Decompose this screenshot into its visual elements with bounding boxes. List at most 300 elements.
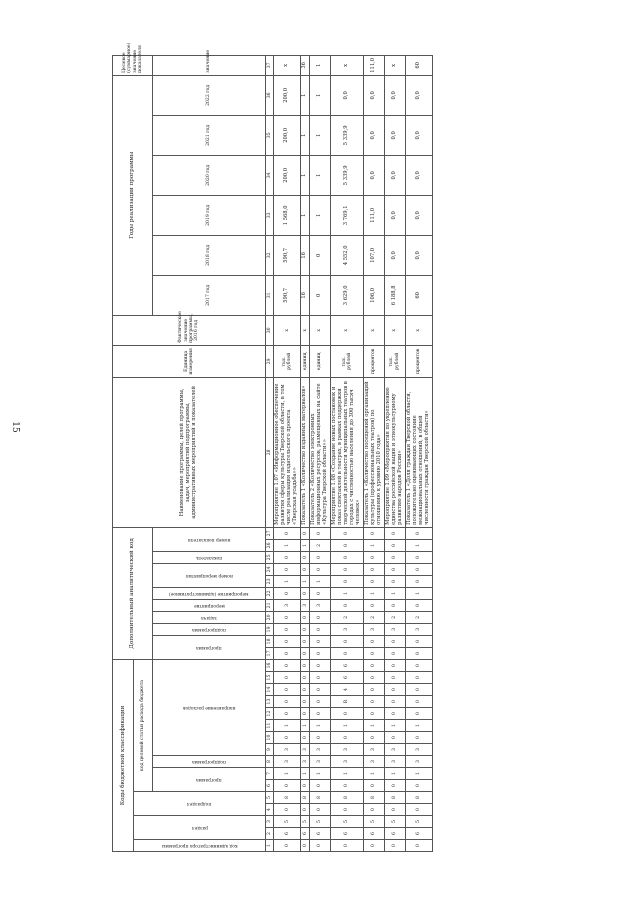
code-cell: 3 (301, 744, 310, 756)
table-row (274, 55, 301, 851)
code-cell: 0 (331, 575, 364, 587)
code-cell: 0 (331, 780, 364, 792)
code-cell: 0 (301, 647, 310, 659)
code-cell: 0 (405, 780, 432, 792)
row-unit: тыс. рублей (384, 345, 405, 377)
code-cell: 0 (274, 647, 301, 659)
column-number: 3 (266, 816, 274, 828)
row-year-value: 0,0 (384, 235, 405, 275)
column-number: 7 (266, 768, 274, 780)
header-row-1 (113, 55, 134, 851)
column-number: 1 (266, 840, 274, 852)
code-cell: 0 (384, 684, 405, 696)
code-cell: 0 (363, 647, 384, 659)
column-number: 14 (266, 684, 274, 696)
podrazdel-header-text: подраздел (187, 801, 212, 807)
code-cell: 0 (310, 587, 331, 599)
code-cell: 0 (384, 635, 405, 647)
table-row (331, 55, 364, 851)
code-cell: 0 (405, 635, 432, 647)
column-number: 25 (266, 551, 274, 563)
code-cell: 0 (384, 539, 405, 551)
year-header: 2020 год (153, 155, 266, 195)
row-year-value: 5 339,9 (331, 155, 364, 195)
admin-code-header-text: код администратора программы (161, 843, 238, 849)
column-number: 20 (266, 611, 274, 623)
row-year-value: 590,7 (274, 275, 301, 315)
razdel-header (134, 816, 266, 840)
table-row (363, 55, 384, 851)
code-cell: 0 (301, 635, 310, 647)
code-cell: 0 (363, 840, 384, 852)
code-cell: 0 (363, 599, 384, 611)
code-cell: 0 (310, 563, 331, 575)
column-number: 21 (266, 599, 274, 611)
year-header: 2018 год (153, 235, 266, 275)
napravlenie-header (153, 659, 266, 755)
row-year-value: 1 (310, 115, 331, 155)
code-cell: 0 (363, 575, 384, 587)
code-cell: 1 (274, 720, 301, 732)
code-cell: 0 (405, 575, 432, 587)
code-cell: 1 (301, 575, 310, 587)
row-final: х (274, 55, 301, 75)
code-cell: 1 (363, 768, 384, 780)
column-number: 22 (266, 587, 274, 599)
code-cell: 0 (363, 804, 384, 816)
code-cell: 0 (384, 575, 405, 587)
codes-subgroup-header: код целевой статьи расхода бюджета (134, 659, 153, 791)
column-number: 5 (266, 792, 274, 804)
code-cell: 1 (274, 539, 301, 551)
column-number: 15 (266, 672, 274, 684)
code-cell: 0 (274, 587, 301, 599)
code-cell: 0 (331, 539, 364, 551)
row-year-value: 1 (301, 115, 310, 155)
code-cell: 0 (405, 696, 432, 708)
dop-podprogramma-header (153, 623, 266, 635)
row-year-value: 0,0 (363, 155, 384, 195)
code-cell: 3 (331, 744, 364, 756)
row-fact: х (301, 315, 310, 345)
code-cell: 0 (384, 647, 405, 659)
code-cell: 3 (331, 756, 364, 768)
code-cell: 0 (274, 696, 301, 708)
page-number: 15 (10, 421, 20, 433)
code-cell: 0 (384, 563, 405, 575)
code-cell: 0 (384, 672, 405, 684)
dop-programma-header (153, 635, 266, 659)
code-cell: 0 (363, 659, 384, 671)
final-group-header: Целевое (суммарное) значение показателя (113, 55, 153, 75)
code-cell: 0 (310, 840, 331, 852)
napravlenie-header-text: направление расходов (182, 705, 236, 710)
code-cell: R (331, 696, 364, 708)
code-cell: 1 (405, 587, 432, 599)
table-row (310, 55, 331, 851)
code-cell: 0 (310, 635, 331, 647)
dop-group-header: Дополнительный аналитический код (113, 527, 153, 659)
code-cell: 0 (384, 696, 405, 708)
code-cell: 0 (274, 840, 301, 852)
row-year-value: 60 (405, 275, 432, 315)
code-cell: 0 (405, 563, 432, 575)
year-header: 2021 год (153, 115, 266, 155)
code-cell: 0 (274, 708, 301, 720)
code-cell: 1 (310, 575, 331, 587)
code-cell: 0 (301, 659, 310, 671)
dop-meropriyatie-vid-header-text: мероприятие (административное) (169, 590, 249, 596)
table-row (405, 55, 432, 851)
code-cell: 0 (363, 696, 384, 708)
code-cell: 0 (301, 696, 310, 708)
code-cell: 2 (405, 611, 432, 623)
row-unit: единиц (301, 345, 310, 377)
code-cell: 0 (384, 732, 405, 744)
code-cell: 0 (274, 527, 301, 539)
fact-header: Фактическое значение программы, 2016 год (113, 315, 266, 345)
dop-zadacha-header (153, 611, 266, 623)
code-cell: 0 (274, 804, 301, 816)
dop-nomer-pokazatelya-header-text: номер показателя (187, 536, 231, 542)
podrazdel-header (134, 792, 266, 816)
code-cell: 2 (384, 611, 405, 623)
code-cell: 0 (331, 635, 364, 647)
row-fact: х (274, 315, 301, 345)
code-cell: 0 (363, 527, 384, 539)
code-cell: 0 (405, 659, 432, 671)
column-number: 17 (266, 647, 274, 659)
row-year-value: 0,0 (363, 115, 384, 155)
code-cell: 0 (310, 672, 331, 684)
row-year-value: 0,0 (384, 75, 405, 115)
row-year-value: 0,0 (405, 195, 432, 235)
program-table (112, 42, 433, 852)
code-cell: 8 (310, 792, 331, 804)
row-year-value: 1 (310, 195, 331, 235)
code-cell: 0 (405, 551, 432, 563)
code-cell: 6 (301, 828, 310, 840)
code-cell: 0 (363, 635, 384, 647)
code-cell: 0 (301, 551, 310, 563)
column-number: 35 (266, 115, 274, 155)
code-cell: 0 (384, 804, 405, 816)
admin-code-header (134, 840, 266, 852)
code-cell: 1 (331, 768, 364, 780)
dop-nomer-pokazatelya-header (153, 527, 266, 551)
row-final: 1 (310, 55, 331, 75)
column-number: 10 (266, 732, 274, 744)
row-year-value: 200,0 (274, 155, 301, 195)
table-row (301, 55, 310, 851)
column-numbers-row (266, 55, 274, 851)
code-cell: 3 (363, 756, 384, 768)
code-cell: 3 (384, 744, 405, 756)
code-cell: 0 (301, 672, 310, 684)
code-cell: 0 (310, 527, 331, 539)
code-cell: 0 (301, 732, 310, 744)
code-cell: 0 (331, 563, 364, 575)
column-number: 2 (266, 828, 274, 840)
column-number: 26 (266, 539, 274, 551)
row-year-value: 590,7 (274, 235, 301, 275)
column-number: 16 (266, 659, 274, 671)
code-cell: 0 (363, 684, 384, 696)
code-cell: 0 (331, 551, 364, 563)
code-cell: 0 (363, 563, 384, 575)
code-cell: 6 (331, 828, 364, 840)
code-cell: 1 (363, 720, 384, 732)
code-cell: 1 (301, 720, 310, 732)
code-cell: 6 (405, 828, 432, 840)
code-cell: 6 (384, 828, 405, 840)
code-cell: 0 (274, 684, 301, 696)
year-header: 2017 год (153, 275, 266, 315)
code-cell: 0 (331, 708, 364, 720)
code-cell: 3 (274, 599, 301, 611)
code-cell: 0 (384, 780, 405, 792)
dop-podprogramma-header-text: подпрограмма (192, 626, 226, 632)
code-cell: 0 (310, 551, 331, 563)
code-cell: 5 (384, 816, 405, 828)
column-number: 36 (266, 75, 274, 115)
code-cell: 0 (301, 563, 310, 575)
code-cell: 0 (274, 672, 301, 684)
code-cell: 0 (301, 587, 310, 599)
code-cell: 0 (310, 804, 331, 816)
code-cell: 5 (274, 816, 301, 828)
code-cell: 3 (405, 744, 432, 756)
column-number: 34 (266, 155, 274, 195)
code-cell: 0 (384, 659, 405, 671)
code-cell: 1 (331, 587, 364, 599)
code-cell: 2 (331, 611, 364, 623)
code-cell: 4 (331, 684, 364, 696)
row-name: Показатель 1 «Доля граждан Тверской области, положительно оценивающих состояние межнациональных отношений, в общей численности граждан Тверской области» (405, 377, 432, 527)
code-cell: 3 (363, 623, 384, 635)
row-unit: тыс. рублей (274, 345, 301, 377)
column-number: 4 (266, 804, 274, 816)
row-year-value: 0,0 (384, 115, 405, 155)
podprogramma-header (153, 756, 266, 768)
row-final: 60 (405, 55, 432, 75)
row-year-value: 1 568,0 (274, 195, 301, 235)
year-header: 2019 год (153, 195, 266, 235)
code-cell: 1 (310, 768, 331, 780)
row-year-value: 16 (301, 275, 310, 315)
row-name: Мероприятие 1.09 «Мероприятия по укреплению единства российской нации и этнокультурному развитию народов России» (384, 377, 405, 527)
code-cell: 0 (384, 551, 405, 563)
column-number: 31 (266, 275, 274, 315)
code-cell: 0 (405, 684, 432, 696)
code-cell: 0 (384, 599, 405, 611)
code-cell: 1 (384, 587, 405, 599)
row-year-value: 1 (310, 75, 331, 115)
table-row (384, 55, 405, 851)
code-cell: 1 (405, 768, 432, 780)
code-cell: 3 (310, 599, 331, 611)
row-final: х (384, 55, 405, 75)
code-cell: 0 (331, 599, 364, 611)
row-year-value: 0,0 (405, 155, 432, 195)
column-number: 29 (266, 345, 274, 377)
code-cell: 0 (274, 611, 301, 623)
programma-header-text: программа (196, 777, 222, 783)
column-number: 11 (266, 720, 274, 732)
code-cell: 0 (301, 708, 310, 720)
row-unit: процентов (405, 345, 432, 377)
dop-nomer-meropriyatiya-header-text: номер мероприятия (185, 572, 233, 578)
code-cell: 1 (363, 587, 384, 599)
code-cell: 6 (363, 828, 384, 840)
row-year-value: 1 (301, 195, 310, 235)
code-cell: 0 (301, 527, 310, 539)
name-header: Наименование программы, целей программы, задач, мероприятий подпрограммы, административных мероприятий и показателей (113, 377, 266, 527)
code-cell: 0 (301, 804, 310, 816)
code-cell: 5 (405, 816, 432, 828)
rotated-table-sheet (112, 42, 602, 852)
code-cell: 0 (310, 647, 331, 659)
dop-programma-header-text: программа (196, 644, 222, 650)
column-number: 13 (266, 696, 274, 708)
code-cell: 0 (363, 780, 384, 792)
code-cell: 0 (274, 780, 301, 792)
code-cell: 0 (301, 780, 310, 792)
code-cell: 8 (384, 792, 405, 804)
row-year-value: 1 (301, 155, 310, 195)
code-cell: 6 (310, 828, 331, 840)
code-cell: 5 (363, 816, 384, 828)
row-fact: х (310, 315, 331, 345)
row-year-value: 0,0 (384, 195, 405, 235)
code-cell: 3 (405, 756, 432, 768)
column-number: 27 (266, 527, 274, 539)
row-year-value: 0,0 (405, 115, 432, 155)
row-year-value: 0,0 (405, 75, 432, 115)
code-cell: 0 (301, 623, 310, 635)
dop-meropriyatie-header-text: мероприятие (193, 602, 225, 608)
code-cell: 0 (310, 696, 331, 708)
row-year-value: 111,0 (363, 195, 384, 235)
code-cell: 0 (405, 599, 432, 611)
row-year-value: 0 (310, 275, 331, 315)
column-number: 32 (266, 235, 274, 275)
row-year-value: 200,0 (274, 115, 301, 155)
row-year-value: 6 188,8 (384, 275, 405, 315)
code-cell: 0 (310, 684, 331, 696)
code-cell: 0 (405, 647, 432, 659)
row-year-value: 0,0 (363, 75, 384, 115)
column-number: 18 (266, 635, 274, 647)
row-year-value: 0,0 (331, 75, 364, 115)
code-cell: 0 (384, 708, 405, 720)
code-cell: 0 (363, 551, 384, 563)
code-cell: 3 (310, 744, 331, 756)
column-number: 19 (266, 623, 274, 635)
code-cell: 6 (331, 659, 364, 671)
code-cell: 8 (363, 792, 384, 804)
row-fact: х (331, 315, 364, 345)
code-cell: 3 (274, 756, 301, 768)
code-cell: 0 (274, 563, 301, 575)
code-cell: 8 (301, 792, 310, 804)
row-fact: х (405, 315, 432, 345)
row-year-value: 107,0 (363, 235, 384, 275)
row-unit: тыс. рублей (331, 345, 364, 377)
code-cell: 3 (331, 623, 364, 635)
code-cell: 1 (405, 539, 432, 551)
code-cell: 0 (301, 611, 310, 623)
table-body (274, 55, 432, 851)
row-year-value: 0,0 (384, 155, 405, 195)
code-cell: 3 (274, 744, 301, 756)
code-cell: 0 (310, 732, 331, 744)
code-cell: 0 (331, 527, 364, 539)
table-header (113, 42, 274, 851)
code-cell: 0 (274, 635, 301, 647)
column-number: 23 (266, 575, 274, 587)
code-cell: 0 (363, 672, 384, 684)
code-cell: 0 (310, 708, 331, 720)
unit-header: Единица измерения (113, 345, 266, 377)
dop-zadacha-header-text: задача (201, 614, 217, 620)
column-number: 30 (266, 315, 274, 345)
code-cell: 0 (310, 611, 331, 623)
code-cell: 0 (310, 623, 331, 635)
code-cell: 6 (274, 828, 301, 840)
dop-pokazatel-header-text: показатель (195, 554, 223, 560)
code-cell: 1 (301, 768, 310, 780)
code-cell: 2 (363, 611, 384, 623)
code-cell: 0 (310, 659, 331, 671)
row-year-value: 3 769,1 (331, 195, 364, 235)
code-cell: 8 (405, 792, 432, 804)
final-value-header: значение (153, 55, 266, 75)
code-cell: 0 (301, 684, 310, 696)
code-cell: 0 (363, 708, 384, 720)
code-cell: 0 (301, 840, 310, 852)
column-number: 6 (266, 780, 274, 792)
code-cell: 5 (301, 816, 310, 828)
row-final: 36 (301, 55, 310, 75)
code-cell: 3 (363, 744, 384, 756)
code-cell: 0 (405, 840, 432, 852)
code-cell: 0 (274, 551, 301, 563)
column-number: 8 (266, 756, 274, 768)
row-year-value: 1 (310, 155, 331, 195)
code-cell: 1 (301, 539, 310, 551)
row-year-value: 16 (301, 235, 310, 275)
programma-header (153, 768, 266, 792)
code-cell: 0 (331, 840, 364, 852)
code-cell: 0 (274, 659, 301, 671)
row-year-value: 4 552,0 (331, 235, 364, 275)
code-cell: 0 (331, 732, 364, 744)
row-name: Мероприятие 1.08 «Создание новых постановок и показ спектаклей в театрах, в рамках поддержки творческой деятельности муниципальных театров в городах с численностью населения до 300 тысяч человек» (331, 377, 364, 527)
code-cell: 3 (310, 756, 331, 768)
row-fact: х (384, 315, 405, 345)
row-unit: процентов (363, 345, 384, 377)
code-cell: 2 (310, 539, 331, 551)
code-cell: 0 (405, 672, 432, 684)
code-cell: 0 (384, 527, 405, 539)
code-cell: 0 (331, 804, 364, 816)
dop-meropriyatie-vid-header (153, 587, 266, 599)
row-year-value: 1 (301, 75, 310, 115)
row-year-value: 0 (310, 235, 331, 275)
codes-group-header: Коды бюджетной классификации (113, 659, 134, 851)
row-final: х (331, 55, 364, 75)
